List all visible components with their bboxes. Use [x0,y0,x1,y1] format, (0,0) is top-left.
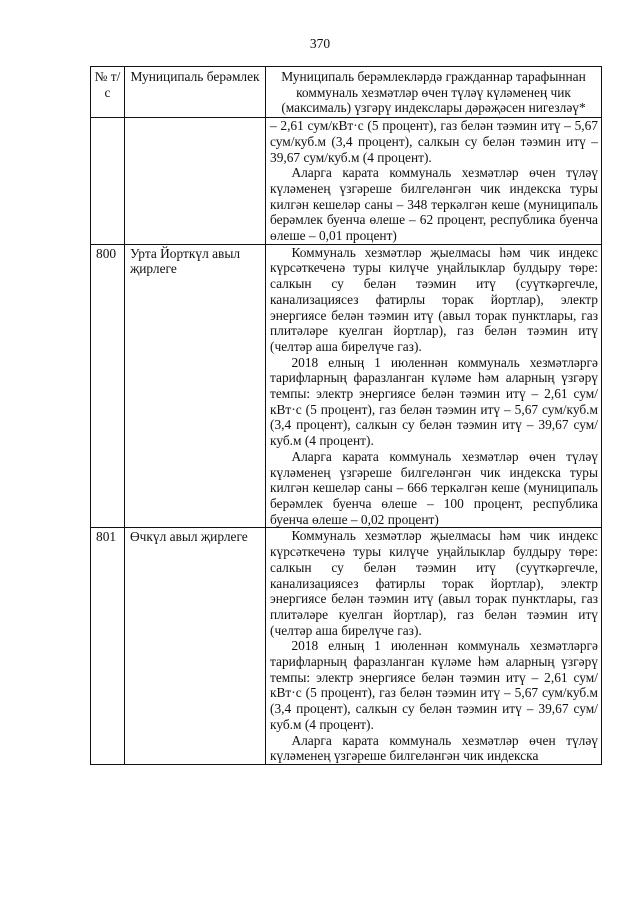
row-paragraph: Коммуналь хезмәтләр җыелмасы һәм чик индекс күрсәткеченә туры килүче уңайлыклар булдыру төре: салкын су белән тәэмин итү (суүткәргечле, канализациясез фатирлы торак йортлар), электр энергиясе белән тәэмин итү (авыл торак пунктлары, газ плитәләре куелган йортлар), газ белән тәэмин итү (челтәр аша бирелүче газ). [270,244,598,354]
row-description [266,244,602,528]
row-paragraph: 2018 елның 1 июленнән коммуналь хезмәтләргә тарифларның фаразланган күләме һәм аларның үзгәрү темпы: электр энергиясе белән тәэмин итү – 2,61 сум/кВт·с (5 процент), газ белән тәэмин итү – 5,67 сум/куб.м (3,4 процент), салкын су белән тәэмин итү – 39,67 сум/куб.м (4 процент). [270,354,598,449]
row-number [91,118,125,245]
row-paragraph: Коммуналь хезмәтләр җыелмасы һәм чик индекс күрсәткеченә туры килүче уңайлыклар булдыру төре: салкын су белән тәэмин итү (суүткәргечле, канализациясез фатирлы торак йортлар), электр энергиясе белән тәэмин итү (авыл торак пунктлары, газ плитәләре куелган йортлар), газ белән тәэмин итү (челтәр аша бирелүче газ). [270,528,598,638]
row-municipality: Өчкүл авыл җирлеге [125,528,266,765]
row-description [266,118,602,245]
row-number: 801 [91,528,125,765]
header-municipality: Муниципаль берәмлек [125,67,266,118]
header-number: № т/с [91,67,125,118]
table-row [91,118,602,245]
table-header-row [91,67,602,118]
page-number: 370 [309,36,331,51]
row-municipality: Урта Йорткүл авыл җирлеге [125,244,266,528]
row-description [266,528,602,765]
municipal-index-table [90,66,602,765]
table-row [91,528,602,765]
row-paragraph: Аларга карата коммуналь хезмәтләр өчен түләү күләменең үзгәреше билгеләнгән чик индекска туры килгән кешеләр саны – 348 теркәлгән кеше (муниципаль берәмлек буенча өлеше – 62 процент, республика буенча өлеше – 0,01 процент) [270,165,598,244]
row-number: 800 [91,244,125,528]
row-municipality [125,118,266,245]
row-paragraph: – 2,61 сум/кВт·с (5 процент), газ белән тәэмин итү – 5,67 сум/куб.м (3,4 процент), салкын су белән тәэмин итү – 39,67 сум/куб.м (4 процент). [270,118,598,165]
header-description: Муниципаль берәмлекләрдә гражданнар тарафыннан коммуналь хезмәтләр өчен түләү күләменең чик (максималь) үзгәрү индекслары дәрәҗәсен нигезләү* [266,67,602,118]
row-paragraph: Аларга карата коммуналь хезмәтләр өчен түләү күләменең үзгәреше билгеләнгән чик индекска туры килгән кешеләр саны – 666 теркәлгән кеше (муниципаль берәмлек буенча өлеше – 100 процент, республика буенча өлеше – 0,02 процент) [270,448,598,527]
table-row [91,244,602,528]
row-paragraph: 2018 елның 1 июленнән коммуналь хезмәтләргә тарифларның фаразланган күләме һәм аларның үзгәрү темпы: электр энергиясе белән тәэмин итү – 2,61 сум/кВт·с (5 процент), газ белән тәэмин итү – 5,67 сум/куб.м (3,4 процент), салкын су белән тәэмин итү – 39,67 сум/куб.м (4 процент). [270,638,598,732]
row-paragraph: Аларга карата коммуналь хезмәтләр өчен түләү күләменең үзгәреше билгеләнгән чик индекска [270,732,598,764]
